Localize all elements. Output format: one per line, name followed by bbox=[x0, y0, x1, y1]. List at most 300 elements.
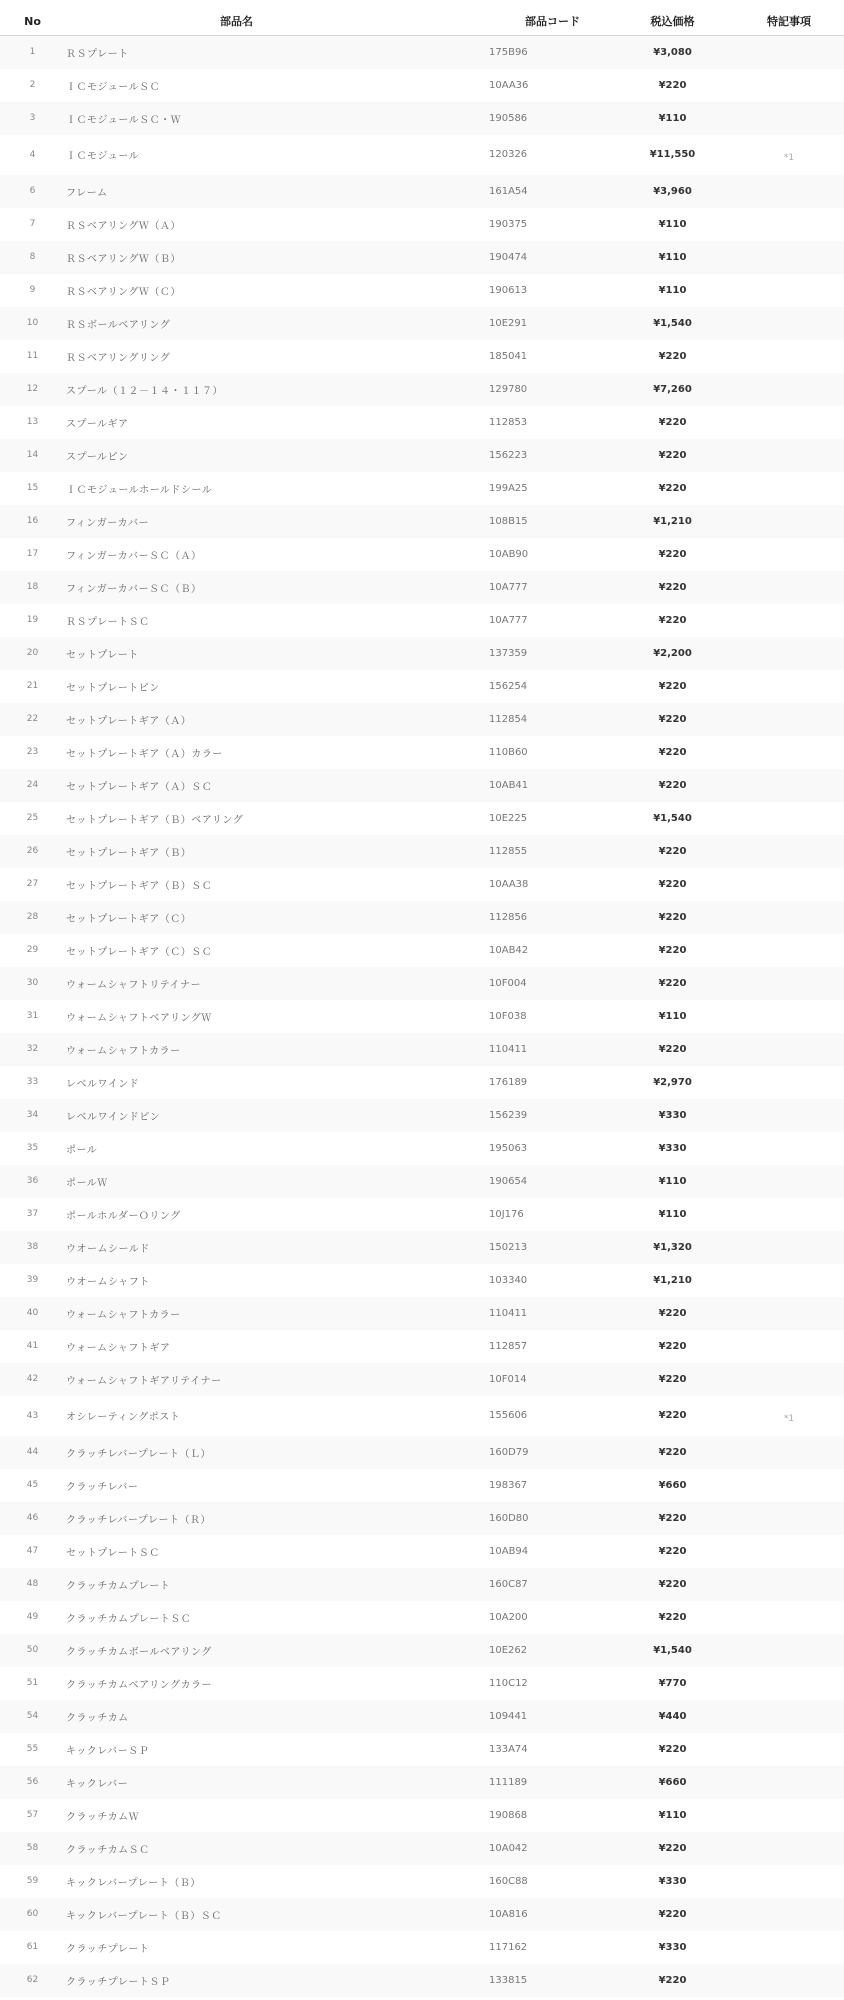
cell-note bbox=[734, 1099, 844, 1132]
cell-price: ¥220 bbox=[658, 449, 687, 461]
cell-part-name: ウォームシャフトリテイナー bbox=[66, 979, 201, 991]
cell-price: ¥220 bbox=[658, 1340, 687, 1352]
cell-no: 44 bbox=[26, 1447, 39, 1457]
cell-price: ¥220 bbox=[658, 581, 687, 593]
cell-note bbox=[734, 1363, 844, 1396]
cell-no: 11 bbox=[26, 351, 39, 361]
cell-price: ¥7,260 bbox=[653, 383, 692, 395]
cell-part-code: 10A200 bbox=[489, 1611, 528, 1623]
cell-price: ¥220 bbox=[658, 1373, 687, 1385]
table-header bbox=[0, 7, 844, 36]
cell-note bbox=[734, 1667, 844, 1700]
cell-note bbox=[734, 1297, 844, 1330]
cell-part-name: セットプレートＳＣ bbox=[66, 1547, 160, 1559]
cell-no: 43 bbox=[26, 1410, 39, 1421]
table-row bbox=[0, 571, 844, 604]
cell-no: 13 bbox=[26, 417, 39, 427]
cell-part-code: 10AA38 bbox=[489, 878, 529, 890]
cell-note bbox=[734, 1799, 844, 1832]
cell-part-name: ＲＳベアリングＷ（Ｃ） bbox=[66, 286, 181, 298]
cell-part-code: 112857 bbox=[489, 1340, 528, 1352]
cell-part-code: 111189 bbox=[489, 1776, 528, 1788]
table-row bbox=[0, 1165, 844, 1198]
table-row bbox=[0, 1568, 844, 1601]
cell-note bbox=[734, 340, 844, 373]
table-row bbox=[0, 102, 844, 135]
cell-part-name: ＩＣモジュールＳＣ・Ｗ bbox=[66, 114, 182, 126]
table-row bbox=[0, 604, 844, 637]
cell-price: ¥1,210 bbox=[653, 1274, 692, 1286]
cell-part-code: 117162 bbox=[489, 1941, 528, 1953]
table-row bbox=[0, 439, 844, 472]
cell-price: ¥220 bbox=[658, 1842, 687, 1854]
cell-part-name: レベルワインドピン bbox=[66, 1111, 161, 1123]
cell-part-name: クラッチレバー bbox=[66, 1481, 139, 1493]
cell-no: 57 bbox=[26, 1810, 39, 1820]
cell-no: 29 bbox=[26, 945, 39, 955]
cell-price: ¥1,540 bbox=[653, 1644, 692, 1656]
cell-no: 35 bbox=[26, 1143, 39, 1153]
cell-part-name: セットプレートギア（Ｂ） bbox=[66, 847, 192, 859]
cell-part-name: セットプレートギア（Ｂ）ＳＣ bbox=[66, 880, 213, 892]
cell-part-code: 120326 bbox=[489, 149, 528, 160]
cell-part-code: 10E225 bbox=[489, 812, 528, 824]
cell-note bbox=[734, 439, 844, 472]
cell-note bbox=[734, 901, 844, 934]
table-row bbox=[0, 241, 844, 274]
cell-price: ¥1,540 bbox=[653, 317, 692, 329]
cell-no: 33 bbox=[26, 1077, 39, 1087]
header-note: 特記事項 bbox=[734, 7, 844, 36]
cell-no: 40 bbox=[26, 1308, 39, 1318]
cell-part-code: 10A816 bbox=[489, 1908, 528, 1920]
cell-no: 17 bbox=[26, 549, 39, 559]
cell-part-name: クラッチプレートＳＰ bbox=[66, 1976, 171, 1988]
table-row bbox=[0, 1931, 844, 1964]
cell-part-name: ＩＣモジュールＳＣ bbox=[66, 81, 161, 93]
cell-part-code: 10AA36 bbox=[489, 79, 529, 91]
cell-note bbox=[734, 1898, 844, 1931]
cell-price: ¥220 bbox=[658, 713, 687, 725]
cell-price: ¥110 bbox=[658, 218, 687, 230]
cell-no: 28 bbox=[26, 912, 39, 922]
cell-part-name: クラッチカムプレート bbox=[66, 1580, 171, 1592]
table-row bbox=[0, 1799, 844, 1832]
cell-no: 14 bbox=[26, 450, 39, 460]
table-body bbox=[0, 36, 844, 1997]
cell-part-code: 160D79 bbox=[489, 1446, 529, 1458]
cell-part-name: クラッチカムＷ bbox=[66, 1811, 140, 1823]
cell-part-name: ＲＳベアリングリング bbox=[66, 352, 171, 364]
table-row bbox=[0, 208, 844, 241]
cell-part-code: 10A777 bbox=[489, 614, 528, 626]
table-row bbox=[0, 1000, 844, 1033]
cell-note bbox=[734, 1502, 844, 1535]
cell-price: ¥220 bbox=[658, 416, 687, 428]
cell-price: ¥2,200 bbox=[653, 647, 692, 659]
cell-note bbox=[734, 1832, 844, 1865]
cell-note bbox=[734, 1264, 844, 1297]
cell-price: ¥220 bbox=[658, 680, 687, 692]
table-row bbox=[0, 340, 844, 373]
cell-part-code: 190654 bbox=[489, 1175, 528, 1187]
table-row bbox=[0, 1198, 844, 1231]
cell-note bbox=[734, 1000, 844, 1033]
table-row bbox=[0, 1330, 844, 1363]
cell-note bbox=[734, 1198, 844, 1231]
cell-note bbox=[734, 934, 844, 967]
header-no: No bbox=[0, 7, 65, 36]
cell-part-code: 190375 bbox=[489, 218, 528, 230]
cell-part-name: ウォームシャフトギアリテイナー bbox=[66, 1375, 222, 1387]
table-row bbox=[0, 1469, 844, 1502]
cell-no: 9 bbox=[29, 285, 36, 295]
cell-note bbox=[734, 1165, 844, 1198]
table-row bbox=[0, 1601, 844, 1634]
table-row bbox=[0, 1066, 844, 1099]
table-row bbox=[0, 406, 844, 439]
cell-note bbox=[734, 69, 844, 102]
cell-no: 50 bbox=[26, 1645, 39, 1655]
cell-no: 30 bbox=[26, 978, 39, 988]
cell-price: ¥220 bbox=[658, 977, 687, 989]
cell-note bbox=[734, 604, 844, 637]
table-row bbox=[0, 69, 844, 102]
cell-price: ¥220 bbox=[658, 1410, 687, 1421]
cell-note bbox=[734, 1634, 844, 1667]
cell-no: 45 bbox=[26, 1480, 39, 1490]
cell-part-code: 112854 bbox=[489, 713, 528, 725]
cell-note bbox=[734, 1436, 844, 1469]
cell-no: 6 bbox=[29, 186, 36, 196]
cell-no: 36 bbox=[26, 1176, 39, 1186]
cell-note bbox=[734, 307, 844, 340]
cell-part-name: スプール（１２－１４・１１７） bbox=[66, 385, 223, 397]
cell-part-name: ポールＷ bbox=[66, 1177, 108, 1189]
cell-price: ¥220 bbox=[658, 1545, 687, 1557]
cell-part-name: ウオームシールド bbox=[66, 1243, 150, 1255]
cell-part-name: ＩＣモジュール bbox=[66, 151, 140, 162]
cell-part-name: クラッチレバープレート（Ｒ） bbox=[66, 1514, 211, 1526]
cell-no: 48 bbox=[26, 1579, 39, 1589]
cell-price: ¥110 bbox=[658, 1010, 687, 1022]
cell-part-name: クラッチカムＳＣ bbox=[66, 1844, 150, 1856]
header-price: 税込価格 bbox=[611, 7, 734, 36]
cell-part-name: ウオームシャフト bbox=[66, 1276, 150, 1288]
cell-note bbox=[734, 406, 844, 439]
cell-price: ¥220 bbox=[658, 1908, 687, 1920]
cell-no: 37 bbox=[26, 1209, 39, 1219]
cell-price: ¥110 bbox=[658, 251, 687, 263]
table-row bbox=[0, 835, 844, 868]
cell-part-code: 112856 bbox=[489, 911, 528, 923]
cell-note bbox=[734, 36, 844, 69]
cell-part-code: 112855 bbox=[489, 845, 528, 857]
table-row bbox=[0, 1132, 844, 1165]
cell-price: ¥110 bbox=[658, 1208, 687, 1220]
table-row bbox=[0, 1297, 844, 1330]
cell-note bbox=[734, 1931, 844, 1964]
table-row bbox=[0, 135, 844, 175]
table-row bbox=[0, 1733, 844, 1766]
cell-note bbox=[734, 1469, 844, 1502]
cell-price: ¥220 bbox=[658, 746, 687, 758]
table-row bbox=[0, 1231, 844, 1264]
cell-part-name: ウォームシャフトギア bbox=[66, 1342, 171, 1354]
cell-part-code: 160C87 bbox=[489, 1578, 528, 1590]
cell-part-name: レベルワインド bbox=[66, 1078, 140, 1090]
cell-part-code: 10F004 bbox=[489, 977, 527, 989]
cell-part-code: 185041 bbox=[489, 350, 528, 362]
cell-price: ¥110 bbox=[658, 1809, 687, 1821]
table-row bbox=[0, 901, 844, 934]
table-row bbox=[0, 1964, 844, 1997]
cell-no: 19 bbox=[26, 615, 39, 625]
cell-part-name: ＲＳベアリングＷ（Ａ） bbox=[66, 220, 181, 232]
cell-no: 24 bbox=[26, 780, 39, 790]
cell-price: ¥220 bbox=[658, 1743, 687, 1755]
cell-part-code: 10AB42 bbox=[489, 944, 529, 956]
cell-part-code: 10AB90 bbox=[489, 548, 529, 560]
cell-no: 7 bbox=[29, 219, 36, 229]
cell-price: ¥220 bbox=[658, 79, 687, 91]
table-row bbox=[0, 274, 844, 307]
table-row bbox=[0, 967, 844, 1000]
cell-no: 51 bbox=[26, 1678, 39, 1688]
cell-part-name: セットプレートギア（Ｃ） bbox=[66, 913, 192, 925]
cell-price: ¥220 bbox=[658, 845, 687, 857]
cell-part-code: 10E262 bbox=[489, 1644, 528, 1656]
cell-note bbox=[734, 274, 844, 307]
table-row bbox=[0, 769, 844, 802]
cell-no: 21 bbox=[26, 681, 39, 691]
cell-price: ¥11,550 bbox=[649, 149, 696, 160]
cell-part-code: 190474 bbox=[489, 251, 528, 263]
cell-part-code: 110B60 bbox=[489, 746, 528, 758]
cell-part-code: 190613 bbox=[489, 284, 528, 296]
cell-note bbox=[734, 373, 844, 406]
cell-part-name: ＲＳプレート bbox=[66, 48, 129, 60]
cell-part-code: 176189 bbox=[489, 1076, 528, 1088]
cell-part-name: ポールホルダーＯリング bbox=[66, 1210, 181, 1222]
table-row bbox=[0, 1436, 844, 1469]
cell-no: 12 bbox=[26, 384, 39, 394]
cell-part-code: 133A74 bbox=[489, 1743, 528, 1755]
cell-note bbox=[734, 505, 844, 538]
cell-price: ¥220 bbox=[658, 1512, 687, 1524]
cell-part-name: セットプレートギア（Ｂ）ベアリング bbox=[66, 814, 244, 826]
table-row bbox=[0, 736, 844, 769]
cell-part-code: 195063 bbox=[489, 1142, 528, 1154]
cell-price: ¥220 bbox=[658, 1043, 687, 1055]
cell-no: 4 bbox=[29, 149, 36, 160]
cell-price: ¥110 bbox=[658, 284, 687, 296]
cell-no: 56 bbox=[26, 1777, 39, 1787]
header-part-code: 部品コード bbox=[488, 7, 611, 36]
cell-part-code: 199A25 bbox=[489, 482, 528, 494]
cell-part-name: ＲＳボールベアリング bbox=[66, 319, 171, 331]
cell-price: ¥220 bbox=[658, 350, 687, 362]
table-row bbox=[0, 703, 844, 736]
cell-price: ¥220 bbox=[658, 1611, 687, 1623]
cell-no: 16 bbox=[26, 516, 39, 526]
cell-note bbox=[734, 835, 844, 868]
cell-price: ¥330 bbox=[658, 1109, 687, 1121]
cell-note bbox=[734, 1535, 844, 1568]
table-row bbox=[0, 175, 844, 208]
cell-part-name: フィンガーカバーＳＣ（Ｂ） bbox=[66, 583, 202, 595]
cell-price: ¥3,960 bbox=[653, 185, 692, 197]
cell-no: 22 bbox=[26, 714, 39, 724]
cell-part-name: クラッチカム bbox=[66, 1712, 129, 1724]
cell-part-code: 129780 bbox=[489, 383, 528, 395]
table-row bbox=[0, 1396, 844, 1436]
cell-no: 39 bbox=[26, 1275, 39, 1285]
cell-note bbox=[734, 175, 844, 208]
cell-price: ¥220 bbox=[658, 1446, 687, 1458]
cell-part-name: フィンガーカバーＳＣ（Ａ） bbox=[66, 550, 202, 562]
cell-no: 46 bbox=[26, 1513, 39, 1523]
cell-price: ¥660 bbox=[658, 1479, 687, 1491]
cell-no: 54 bbox=[26, 1711, 39, 1721]
cell-note bbox=[734, 1700, 844, 1733]
cell-no: 61 bbox=[26, 1942, 39, 1952]
cell-part-name: スプールピン bbox=[66, 451, 129, 463]
cell-no: 31 bbox=[26, 1011, 39, 1021]
cell-no: 32 bbox=[26, 1044, 39, 1054]
cell-part-name: スプールギア bbox=[66, 418, 129, 430]
cell-price: ¥660 bbox=[658, 1776, 687, 1788]
cell-note bbox=[734, 868, 844, 901]
table-row bbox=[0, 1700, 844, 1733]
table-row bbox=[0, 1766, 844, 1799]
cell-no: 3 bbox=[29, 113, 36, 123]
table-row bbox=[0, 307, 844, 340]
cell-price: ¥440 bbox=[658, 1710, 687, 1722]
cell-no: 59 bbox=[26, 1876, 39, 1886]
cell-part-code: 156254 bbox=[489, 680, 528, 692]
cell-no: 47 bbox=[26, 1546, 39, 1556]
cell-price: ¥110 bbox=[658, 112, 687, 124]
cell-note bbox=[734, 637, 844, 670]
table-row bbox=[0, 1865, 844, 1898]
cell-no: 38 bbox=[26, 1242, 39, 1252]
cell-price: ¥220 bbox=[658, 944, 687, 956]
table-row bbox=[0, 505, 844, 538]
cell-note bbox=[734, 967, 844, 1000]
cell-no: 25 bbox=[26, 813, 39, 823]
cell-part-name: ＲＳベアリングＷ（Ｂ） bbox=[66, 253, 181, 265]
cell-price: ¥220 bbox=[658, 911, 687, 923]
cell-price: ¥220 bbox=[658, 878, 687, 890]
cell-note bbox=[734, 1066, 844, 1099]
cell-part-name: フレーム bbox=[66, 187, 108, 199]
cell-price: ¥220 bbox=[658, 1307, 687, 1319]
cell-part-code: 10J176 bbox=[489, 1208, 524, 1220]
cell-part-code: 10A777 bbox=[489, 581, 528, 593]
cell-part-code: 137359 bbox=[489, 647, 528, 659]
table-row bbox=[0, 1363, 844, 1396]
cell-part-code: 160C88 bbox=[489, 1875, 528, 1887]
cell-part-name: キックレバー bbox=[66, 1778, 129, 1790]
table-row bbox=[0, 1099, 844, 1132]
cell-part-name: クラッチカムベアリングカラー bbox=[66, 1679, 212, 1691]
cell-price: ¥3,080 bbox=[653, 46, 692, 58]
cell-part-name: フィンガーカバー bbox=[66, 517, 149, 529]
cell-part-name: ウォームシャフトカラー bbox=[66, 1309, 181, 1321]
cell-no: 26 bbox=[26, 846, 39, 856]
cell-part-code: 103340 bbox=[489, 1274, 528, 1286]
table-row bbox=[0, 36, 844, 69]
cell-part-code: 108B15 bbox=[489, 515, 528, 527]
table-row bbox=[0, 1535, 844, 1568]
cell-note bbox=[734, 670, 844, 703]
cell-no: 2 bbox=[29, 80, 36, 90]
table-row bbox=[0, 373, 844, 406]
cell-part-name: キックレバープレート（Ｂ） bbox=[66, 1877, 201, 1889]
table-row bbox=[0, 1898, 844, 1931]
cell-part-code: 10F014 bbox=[489, 1373, 527, 1385]
cell-part-name: セットプレートギア（Ａ） bbox=[66, 715, 192, 727]
cell-part-code: 175B96 bbox=[489, 46, 528, 58]
cell-part-code: 156239 bbox=[489, 1109, 528, 1121]
cell-no: 10 bbox=[26, 318, 39, 328]
cell-part-name: ウォームシャフトカラー bbox=[66, 1045, 181, 1057]
cell-note: *1 bbox=[783, 152, 795, 163]
table-row bbox=[0, 802, 844, 835]
cell-price: ¥770 bbox=[658, 1677, 687, 1689]
table-row bbox=[0, 670, 844, 703]
cell-note bbox=[734, 736, 844, 769]
table-row bbox=[0, 1502, 844, 1535]
cell-part-code: 10AB94 bbox=[489, 1545, 529, 1557]
cell-price: ¥220 bbox=[658, 548, 687, 560]
cell-note bbox=[734, 1231, 844, 1264]
cell-part-name: クラッチプレート bbox=[66, 1943, 150, 1955]
cell-no: 41 bbox=[26, 1341, 39, 1351]
cell-part-name: セットプレートギア（Ａ）カラー bbox=[66, 748, 223, 760]
cell-note bbox=[734, 1568, 844, 1601]
cell-part-name: ポール bbox=[66, 1144, 98, 1156]
cell-part-code: 110411 bbox=[489, 1043, 528, 1055]
header-row bbox=[0, 7, 844, 36]
cell-no: 27 bbox=[26, 879, 39, 889]
cell-part-name: クラッチカムプレートＳＣ bbox=[66, 1613, 192, 1625]
parts-table bbox=[0, 7, 844, 1997]
cell-note bbox=[734, 208, 844, 241]
cell-part-code: 161A54 bbox=[489, 185, 528, 197]
cell-part-code: 133815 bbox=[489, 1974, 528, 1986]
cell-part-code: 112853 bbox=[489, 416, 528, 428]
table-row bbox=[0, 1033, 844, 1066]
cell-note bbox=[734, 241, 844, 274]
cell-note bbox=[734, 1330, 844, 1363]
header-part-name: 部品名 bbox=[65, 7, 488, 36]
table-row bbox=[0, 868, 844, 901]
cell-price: ¥220 bbox=[658, 482, 687, 494]
cell-price: ¥330 bbox=[658, 1142, 687, 1154]
cell-no: 60 bbox=[26, 1909, 39, 1919]
cell-price: ¥2,970 bbox=[653, 1076, 692, 1088]
cell-part-name: キックレバーＳＰ bbox=[66, 1745, 150, 1757]
cell-price: ¥220 bbox=[658, 1974, 687, 1986]
cell-part-code: 190868 bbox=[489, 1809, 528, 1821]
cell-no: 58 bbox=[26, 1843, 39, 1853]
cell-part-code: 198367 bbox=[489, 1479, 528, 1491]
cell-part-code: 190586 bbox=[489, 112, 528, 124]
cell-note bbox=[734, 102, 844, 135]
table-row bbox=[0, 1264, 844, 1297]
